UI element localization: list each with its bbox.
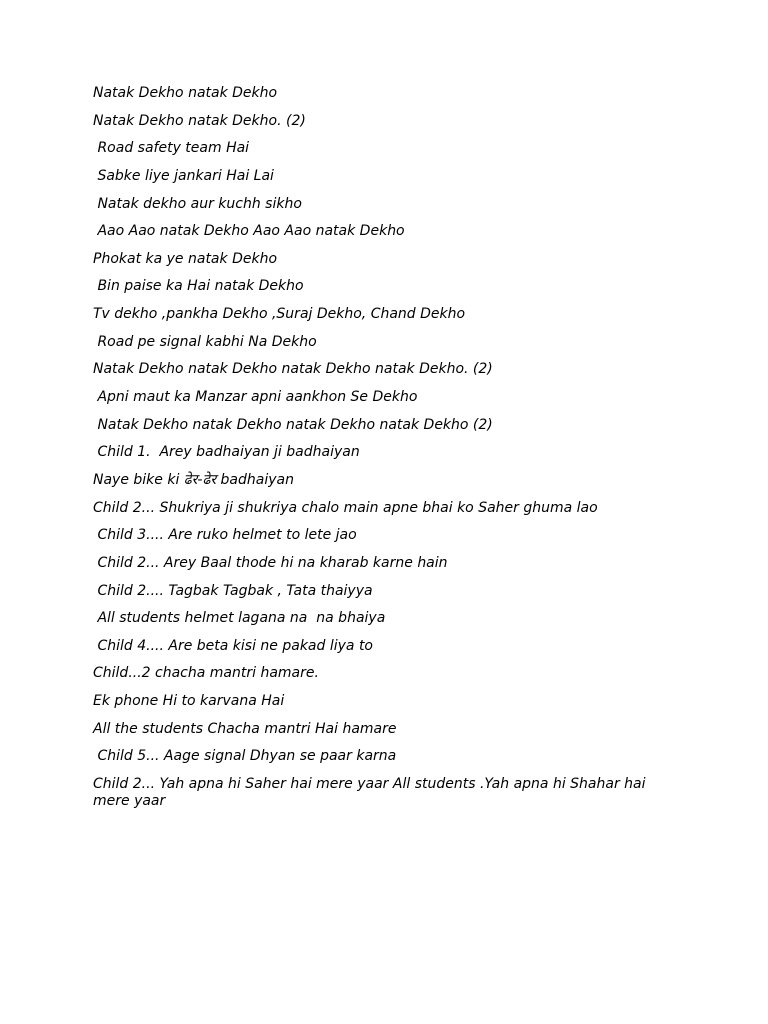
text-line: Sabke liye jankari Hai Lai (93, 167, 274, 184)
text-line: Bin paise ka Hai natak Dekho (93, 278, 304, 295)
text-line: Natak Dekho natak Dekho (93, 85, 278, 101)
text-line: Child 1. Arey badhaiyan ji badhaiyan (93, 444, 360, 461)
text-line: Child 4.... Are beta kisi ne pakad liya to (93, 637, 373, 654)
text-line: Phokat ka ye natak Dekho (93, 250, 278, 267)
text-line: Natak Dekho natak Dekho. (2) (93, 112, 306, 129)
document-body (93, 85, 673, 821)
text-line: Child 2.... Tagbak Tagbak , Tata thaiyya (93, 582, 373, 599)
text-line: Child 2... Shukriya ji shukriya chalo main apne bhai ko Saher ghuma lao (93, 499, 598, 516)
text-line: Natak dekho aur kuchh sikho (93, 195, 302, 212)
text-line: Natak Dekho natak Dekho natak Dekho natak Dekho (2) (93, 416, 493, 433)
text-line: All the students Chacha mantri Hai hamare (93, 720, 397, 737)
text-line: Naye bike ki ढेर-ढेर badhaiyan (93, 471, 294, 488)
text-line: Ek phone Hi to karvana Hai (93, 693, 285, 710)
text-line: Child 2... Yah apna hi Saher hai mere yaar All students .Yah apna hi Shahar hai mere yaar (93, 776, 650, 810)
text-line: Road pe signal kabhi Na Dekho (93, 333, 317, 350)
text-line: Tv dekho ,pankha Dekho ,Suraj Dekho, Chand Dekho (93, 306, 466, 323)
text-line: All students helmet lagana na na bhaiya (93, 610, 386, 627)
text-line: Child 3.... Are ruko helmet to lete jao (93, 527, 357, 544)
text-line: Apni maut ka Manzar apni aankhon Se Dekho (93, 389, 418, 406)
text-line: Aao Aao natak Dekho Aao Aao natak Dekho (93, 223, 405, 240)
text-line: Road safety team Hai (93, 140, 250, 157)
text-line: Natak Dekho natak Dekho natak Dekho natak Dekho. (2) (93, 361, 493, 378)
text-line: Child 5... Aage signal Dhyan se paar karna (93, 748, 397, 765)
text-line: Child...2 chacha mantri hamare. (93, 665, 319, 682)
text-line: Child 2... Arey Baal thode hi na kharab karne hain (93, 554, 448, 571)
